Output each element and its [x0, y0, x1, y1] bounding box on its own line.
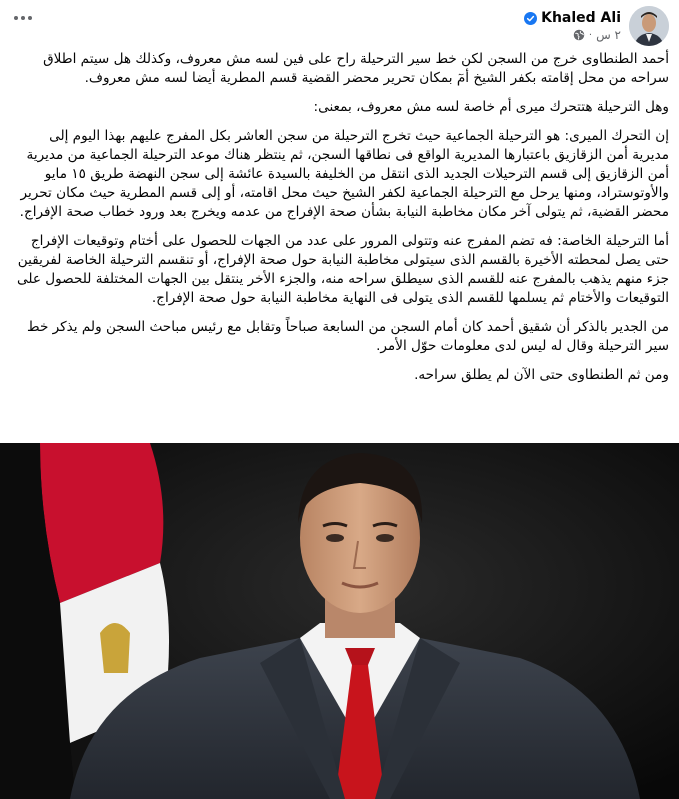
author-name-row: [524, 10, 621, 26]
post-header: [524, 6, 669, 46]
post-time-row: [573, 28, 621, 42]
author-name[interactable]: Khaled Ali: [541, 10, 621, 26]
post-paragraph: أحمد الطنطاوى خرج من السجن لكن خط سير الترحيلة راح على فين لسه مش معروف، وكذلك هل سيتم اطلاق سراحه من محل إقامته بكفر الشيخ أمٓ بمكان تحرير محضر القضية قسم المطرية أيضا لسه مش معروف.: [43, 51, 669, 86]
more-options-button[interactable]: [14, 16, 32, 20]
post-paragraph: من الجدير بالذكر أن شقيق أحمد كان أمام السجن من السابعة صباحاً وتقابل مع رئيس مباحث السجن ولم يذكر خط سير الترحيلة وقال له ليس لدى معلومات حوّل الأمر.: [27, 319, 669, 354]
post-text: [10, 50, 669, 395]
post-time[interactable]: ٢ س: [596, 28, 621, 42]
avatar-photo: [629, 6, 669, 46]
author-meta: [524, 10, 621, 42]
post-photo[interactable]: [0, 443, 679, 799]
more-dot-icon: [21, 16, 25, 20]
public-globe-icon: [573, 29, 585, 41]
post-paragraph: وهل الترحيلة هتتحرك ميرى أم خاصة لسه مش معروف، بمعنى:: [313, 99, 669, 115]
portrait-illustration: [0, 443, 679, 799]
post-paragraph: ومن ثم الطنطاوى حتى الآن لم يطلق سراحه.: [414, 367, 669, 383]
more-dot-icon: [14, 16, 18, 20]
post-paragraph: أما الترحيلة الخاصة: فه تضم المفرج عنه وتتولى المرور على عدد من الجهات للحصول على أختام وتوقيعات الإفراج حتى يصل لمحطته الأخيرة بالقسم الذى سيتولى مخاطبة النيابة حول صحة الإفراج، أو تنقسم الترحيلة الخاصة لفريقين جزء منهم يذهب بالمفرج عنه للقسم الذى سيطلق سراحه منه، والجزء الأخر ينتقل بين الجهات المختلفة للحصول على التوقيعات والأختام ثم يسلمها للقسم الذى يتولى فى النهاية مخاطبة النيابة حول صحة الإفراج.: [17, 233, 669, 306]
author-avatar[interactable]: [629, 6, 669, 46]
post-paragraph: إن التحرك الميرى: هو الترحيلة الجماعية حيث تخرج الترحيلة من سجن العاشر بكل المفرج عليهم بهذا اليوم إلى مديرية أمن الزقازيق باعتبارها المديرية الواقع فى نطاقها السجن، ثم ينتظر هناك موعد الترحيلة الجماعية من مديرية أمن الزقازيق إلى قسم الترحيلات الجديد الذى انتقل من الخليفة بالسيدة عائشة إلى سجن النهضة طريق ١٥ مايو والأوتوستراد، ومنها يرحل مع الترحيلة الجماعية لكفر الشيخ حيث محل اقامته، أو إلى قسم المطرية حيث مكان تحرير محضر القضية، ثم يتولى آخر مكان مخاطبة النيابة بشأن صحة الإفراج من عدمه ويخرج بعد ورود خطاب صحة الإفراج.: [19, 128, 669, 220]
verified-badge-icon: [524, 12, 537, 25]
more-dot-icon: [28, 16, 32, 20]
separator-dot: ·: [588, 29, 593, 41]
